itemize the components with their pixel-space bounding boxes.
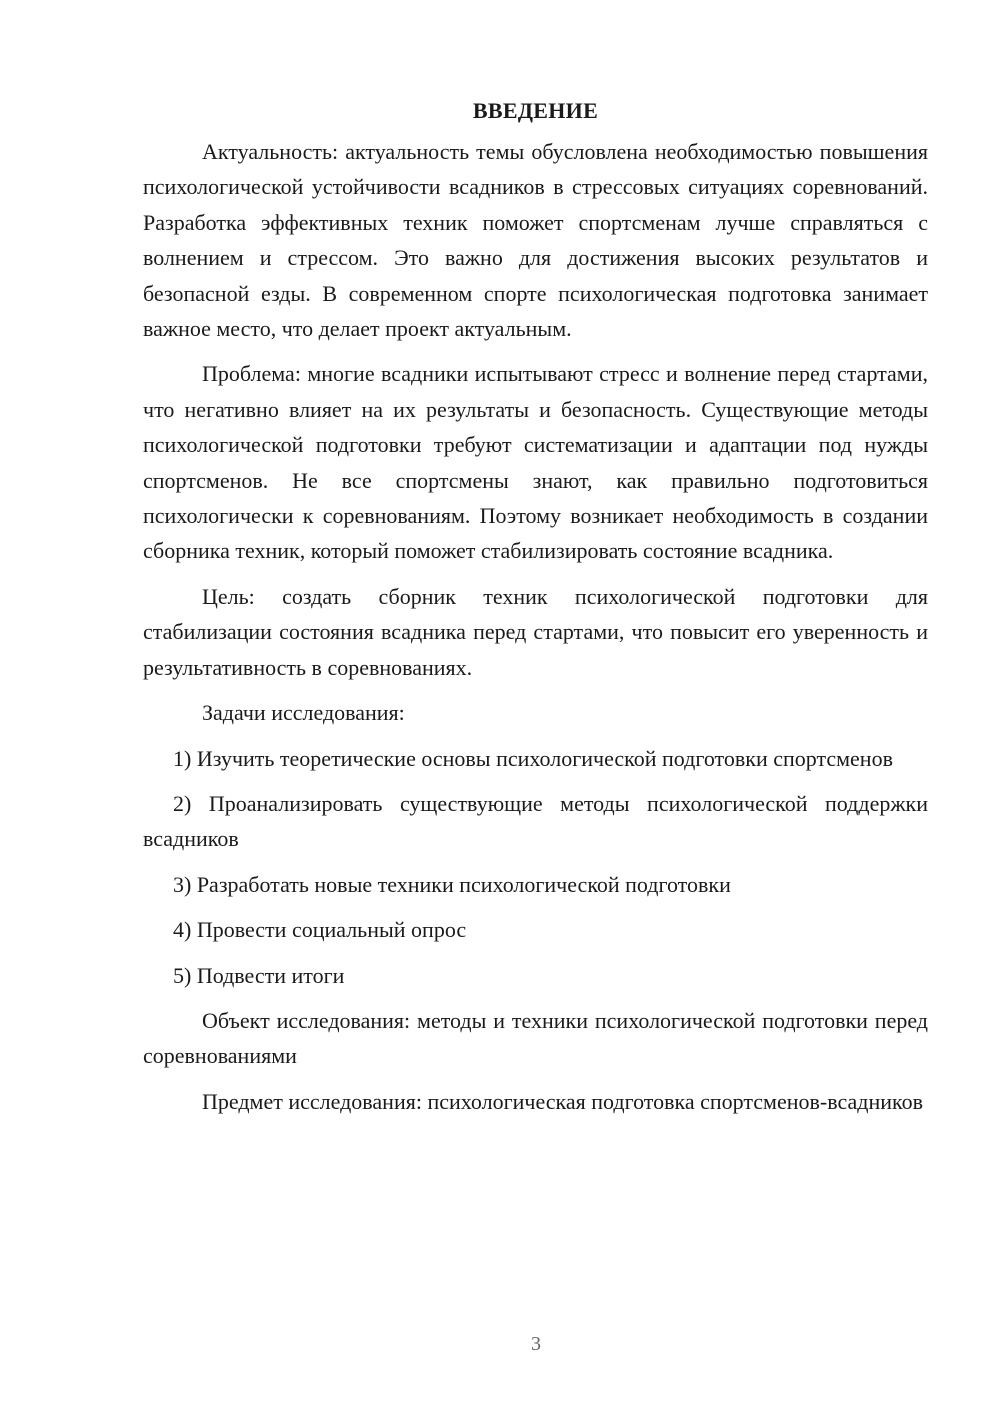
task-item: 1) Изучить теоретические основы психологической подготовки спортсменов bbox=[173, 745, 893, 771]
page-title: ВВЕДЕНИЕ bbox=[472, 98, 599, 123]
task-item: 5) Подвести итоги bbox=[173, 962, 345, 988]
paragraph-subject: Предмет исследования: психологическая подготовка спортсменов-всадников bbox=[202, 1088, 923, 1114]
paragraph-relevance: Актуальность: актуальность темы обусловлена необходимостью повышения психологической устойчивости всадников в стрессовых ситуациях соревнований. Разработка эффективных техник поможет спортсменам лучше справляться с волнением и стрессом. Это важно для достижения высоких результатов и безопасной езды. В современном спорте психологическая подготовка занимает важное место, что делает проект актуальным. bbox=[143, 139, 928, 342]
task-item: 3) Разработать новые техники психологической подготовки bbox=[173, 871, 731, 897]
task-item: 2) Проанализировать существующие методы психологической поддержки всадников bbox=[143, 790, 928, 852]
page-content bbox=[143, 96, 928, 1119]
paragraph-problem: Проблема: многие всадники испытывают стресс и волнение перед стартами, что негативно влияет на их результаты и безопасность. Существующие методы психологической подготовки требуют систематизации и адаптации под нужды спортсменов. Не все спортсмены знают, как правильно подготовиться психологически к соревнованиям. Поэтому возникает необходимость в создании сборника техник, который поможет стабилизировать состояние всадника. bbox=[143, 361, 928, 564]
page-number: 3 bbox=[531, 1333, 541, 1355]
paragraph-object: Объект исследования: методы и техники психологической подготовки перед соревнованиями bbox=[143, 1007, 928, 1069]
paragraph-goal: Цель: создать сборник техник психологической подготовки для стабилизации состояния всадника перед стартами, что повысит его уверенность и результативность в соревнованиях. bbox=[143, 583, 928, 680]
tasks-heading: Задачи исследования: bbox=[202, 700, 405, 726]
task-item: 4) Провести социальный опрос bbox=[173, 917, 467, 943]
